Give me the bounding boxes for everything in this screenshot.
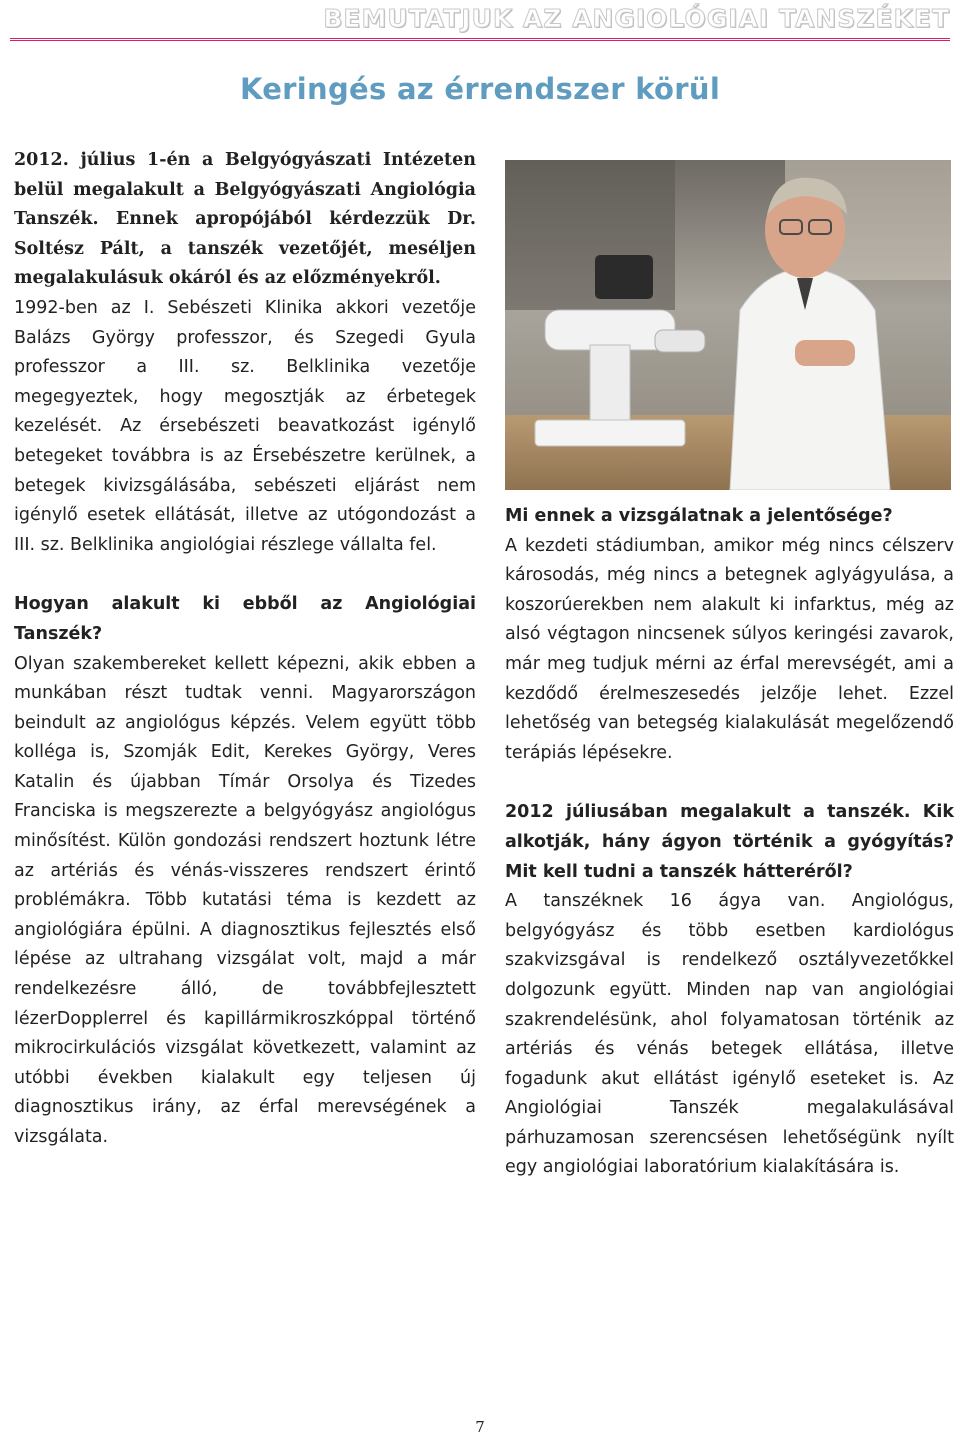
page-number: 7 — [475, 1418, 485, 1436]
question-4: 2012 júliusában megalakult a tanszék. Kik alkotják, hány ágyon történik a gyógyítás? Mit kell tudni a tanszék hátteréről? — [505, 802, 954, 882]
answer-3: A kezdeti stádiumban, amikor még nincs célszerv károsodás, még nincs a betegnek aglyágyulása, a koszorúerekben nem alakult ki infarktus, még az alsó végtagon nincsenek súlyos keringési zavarok, már meg tudjuk mérni az érfal merevségét, ami a kezdődő érelmeszesedés jelzője lehet. Ezzel lehetőség van betegség kialakulását megelőzendő terápiás lépésekre. — [505, 535, 954, 763]
answer-4: A tanszéknek 16 ágya van. Angiológus, belgyógyász és több esetben kardiológus szakvizsgával is rendelkező osztályvezetőkkel dolgozunk együtt. Minden nap van angiológiai szakrendelésünk, ahol folyamatosan történik az artériás és vénás betegek ellátása, illetve fogadunk akut ellátást igénylő eseteket is. Az Angiológiai Tanszék megalakulásával párhuzamosan szerencsésen lehetőségünk nyílt egy angiológiai laboratórium kialakítására is. — [505, 891, 954, 1178]
portrait-photo — [505, 160, 951, 490]
question-3: Mi ennek a vizsgálatnak a jelentősége? — [505, 506, 893, 526]
answer-2: Olyan szakembereket kellett képezni, akik ebben a munkában részt tudtak venni. Magyarországon beindult az angiológus képzés. Velem együtt több kolléga is, Szomják Edit, Kerekes György, Veres Katalin és újabban Tímár Orsolya és Tizedes Franciska is megszerezte a belgyógyász angiológus minősítést. Külön gondozási rendszert hoztunk létre az artériás és vénás-visszeres rendszert érintő problémákra. Több kutatási téma is kezdett az angiológiára épülni. A diagnosztikus fejlesztés első lépése az ultrahang vizsgálat volt, majd a már rendelkezésre álló, de továbbfejlesztett lézerDopplerrel és kapillármikroszkóppal történő mikrocirkulációs vizsgálat következett, valamint az utóbbi években kialakult egy teljesen új diagnosztikus irány, az érfal merevségének a vizsgálata. — [14, 653, 476, 1147]
question-2: Hogyan alakult ki ebből az Angiológiai Tanszék? — [14, 594, 476, 644]
article-title: Keringés az érrendszer körül — [239, 72, 721, 106]
left-column — [14, 146, 476, 1153]
header-divider — [10, 38, 950, 41]
answer-1: 1992-ben az I. Sebészeti Klinika akkori vezetője Balázs György professzor, és Szegedi Gyula professzor a III. sz. Belklinika vezetője megegyeztek, hogy megosztják az érbetegek kezelését. Az érsebészeti beavatkozást igénylő betegeket továbbra is az Érsebészetre kerülnek, a betegek kivizsgálásába, sebészeti eljárást nem igénylő esetek ellátását, illetve az utógondozást a III. sz. Belklinika angiológiai részlege vállalta fel. — [14, 297, 476, 555]
right-column — [505, 502, 954, 1183]
intro-question: 2012. július 1-én a Belgyógyászati Intézeten belül megalakult a Belgyógyászati Angiológia Tanszék. Ennek apropójából kérdezzük Dr. Soltész Pált, a tanszék vezetőjét, meséljen megalakulásuk okáról és az előzményekről. — [14, 150, 476, 289]
section-header: BEMUTATJUK AZ ANGIOLÓGIAI TANSZÉKET — [323, 4, 950, 33]
